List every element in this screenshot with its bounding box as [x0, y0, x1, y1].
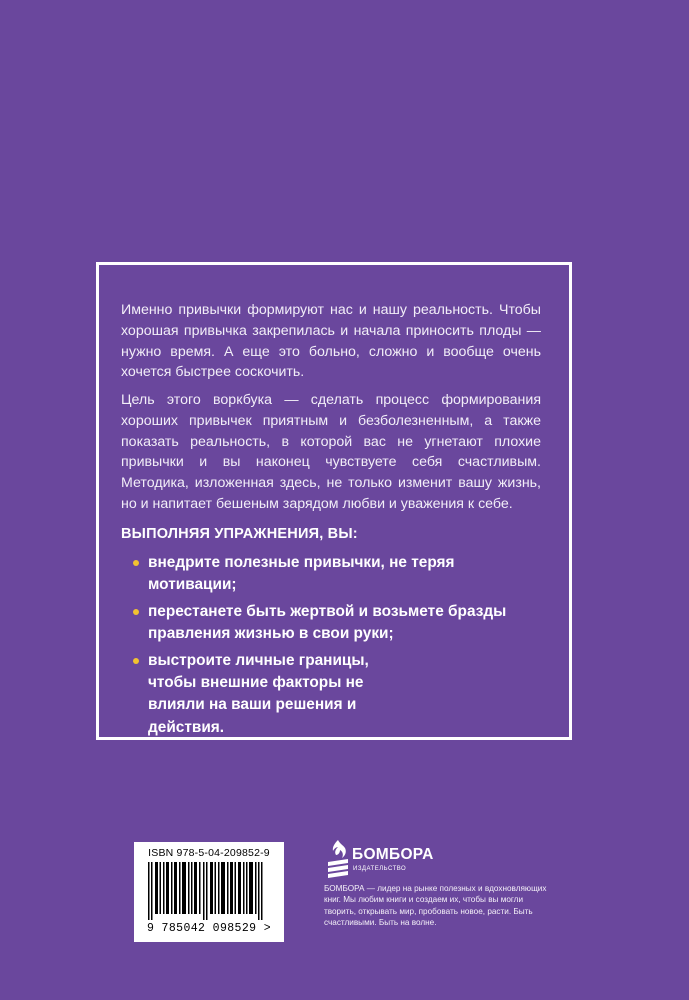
list-item-text: перестанете быть жертвой и возьмете бразды правления жизнью в свои руки;	[148, 602, 507, 643]
barcode-box	[134, 842, 284, 942]
barcode-digits: 9 785042 098529 >	[146, 922, 272, 935]
bullet-dot-icon	[133, 609, 139, 615]
list-item	[148, 650, 378, 740]
isbn-label: ISBN 978-5-04-209852-9	[148, 847, 270, 859]
bullets-heading: ВЫПОЛНЯЯ УПРАЖНЕНИЯ, ВЫ:	[121, 526, 358, 542]
list-item-text: выстроите личные границы, чтобы внешние факторы не влияли на ваши решения и действия.	[148, 651, 369, 736]
bullet-dot-icon	[133, 560, 139, 566]
publisher-description: БОМБОРА — лидер на рынке полезных и вдохновляющих книг. Мы любим книги и создаем их, чтобы вы могли творить, открывать мир, пробовать новое, расти. Быть счастливыми. Быть на волне.	[324, 884, 547, 927]
bombora-logo-icon	[325, 838, 351, 878]
barcode-icon	[148, 862, 270, 920]
list-item	[148, 552, 488, 597]
bullet-dot-icon	[133, 658, 139, 664]
description-paragraph-2: Цель этого воркбука — сделать процесс формирования хороших привычек приятным и безболезненным, а также показать реальность, в которой вас не угнетают плохие привычки и вы наконец чувствуете себя счастливым. Методика, изложенная здесь, не только изменит вашу жизнь, но и напитает бешеным зарядом любви и уважения к себе.	[121, 392, 541, 512]
list-item-text: внедрите полезные привычки, не теряя мотивации;	[148, 554, 455, 594]
publisher-logo-text: БОМБОРА	[352, 846, 434, 863]
list-item	[148, 601, 508, 646]
publisher-logo-subtitle: ИЗДАТЕЛЬСТВО	[353, 866, 407, 872]
benefits-list	[148, 552, 508, 739]
description-paragraph-1: Именно привычки формируют нас и нашу реальность. Чтобы хорошая привычка закрепилась и начала приносить плоды — нужно время. А еще это больно, сложно и вообще очень хочется быстрее соскочить.	[121, 302, 541, 381]
